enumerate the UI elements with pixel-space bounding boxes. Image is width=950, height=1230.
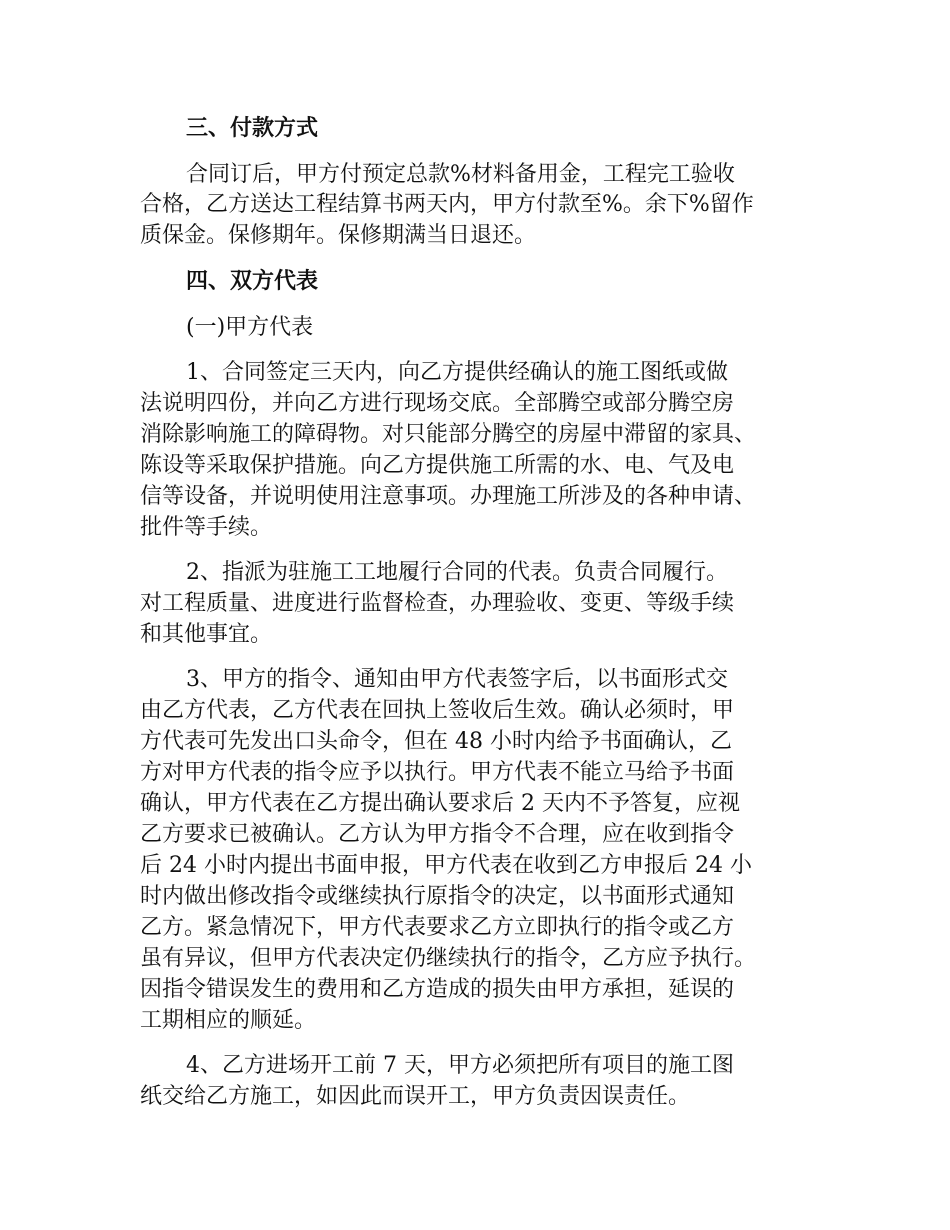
paragraph-line: 后 24 小时内提出书面申报，甲方代表在收到乙方申报后 24 小 <box>140 853 752 878</box>
paragraph-line: 消除影响施工的障碍物。对只能部分腾空的房屋中滞留的家具、 <box>140 422 757 447</box>
paragraph-line: 时内做出修改指令或继续执行原指令的决定，以书面形式通知 <box>140 884 735 909</box>
subheading-party-a: (一)甲方代表 <box>186 315 314 340</box>
paragraph-line: 乙方要求已被确认。乙方认为甲方指令不合理，应在收到指令 <box>140 822 735 847</box>
paragraph-line: 虽有异议，但甲方代表决定仍继续执行的指令，乙方应予执行。 <box>140 946 757 971</box>
paragraph-line: 质保金。保修期年。保修期满当日退还。 <box>140 223 537 248</box>
paragraph-line: 方对甲方代表的指令应予以执行。甲方代表不能立马给予书面 <box>140 760 735 785</box>
paragraph-line: 3、甲方的指令、通知由甲方代表签字后，以书面形式交 <box>186 667 728 692</box>
paragraph-line: 因指令错误发生的费用和乙方造成的损失由甲方承担，延误的 <box>140 977 735 1002</box>
section-heading-representatives: 四、双方代表 <box>186 269 319 294</box>
paragraph-line: 方代表可先发出口头命令，但在 48 小时内给予书面确认，乙 <box>140 729 732 754</box>
section-heading-payment: 三、付款方式 <box>186 116 319 141</box>
paragraph-line: 合格，乙方送达工程结算书两天内，甲方付款至%。余下%留作 <box>140 192 754 217</box>
paragraph-line: 2、指派为驻施工工地履行合同的代表。负责合同履行。 <box>186 560 728 585</box>
paragraph-line: 信等设备，并说明使用注意事项。办理施工所涉及的各种申请、 <box>140 484 757 509</box>
paragraph-line: 对工程质量、进度进行监督检查，办理验收、变更、等级手续 <box>140 591 735 616</box>
paragraph-line: 工期相应的顺延。 <box>140 1008 317 1033</box>
paragraph-line: 乙方。紧急情况下，甲方代表要求乙方立即执行的指令或乙方 <box>140 915 735 940</box>
paragraph-line: 确认，甲方代表在乙方提出确认要求后 2 天内不予答复，应视 <box>140 791 740 816</box>
paragraph-line: 1、合同签定三天内，向乙方提供经确认的施工图纸或做 <box>186 360 728 385</box>
paragraph-line: 法说明四份，并向乙方进行现场交底。全部腾空或部分腾空房 <box>140 391 735 416</box>
paragraph-line: 纸交给乙方施工，如因此而误开工，甲方负责因误责任。 <box>140 1084 691 1109</box>
paragraph-line: 4、乙方进场开工前 7 天，甲方必须把所有项目的施工图 <box>186 1053 734 1078</box>
paragraph-line: 和其他事宜。 <box>140 622 273 647</box>
paragraph-line: 由乙方代表，乙方代表在回执上签收后生效。确认必须时，甲 <box>140 698 735 723</box>
paragraph-line: 批件等手续。 <box>140 515 273 540</box>
paragraph-line: 合同订后，甲方付预定总款%材料备用金，工程完工验收 <box>186 162 735 187</box>
paragraph-line: 陈设等采取保护措施。向乙方提供施工所需的水、电、气及电 <box>140 453 735 478</box>
